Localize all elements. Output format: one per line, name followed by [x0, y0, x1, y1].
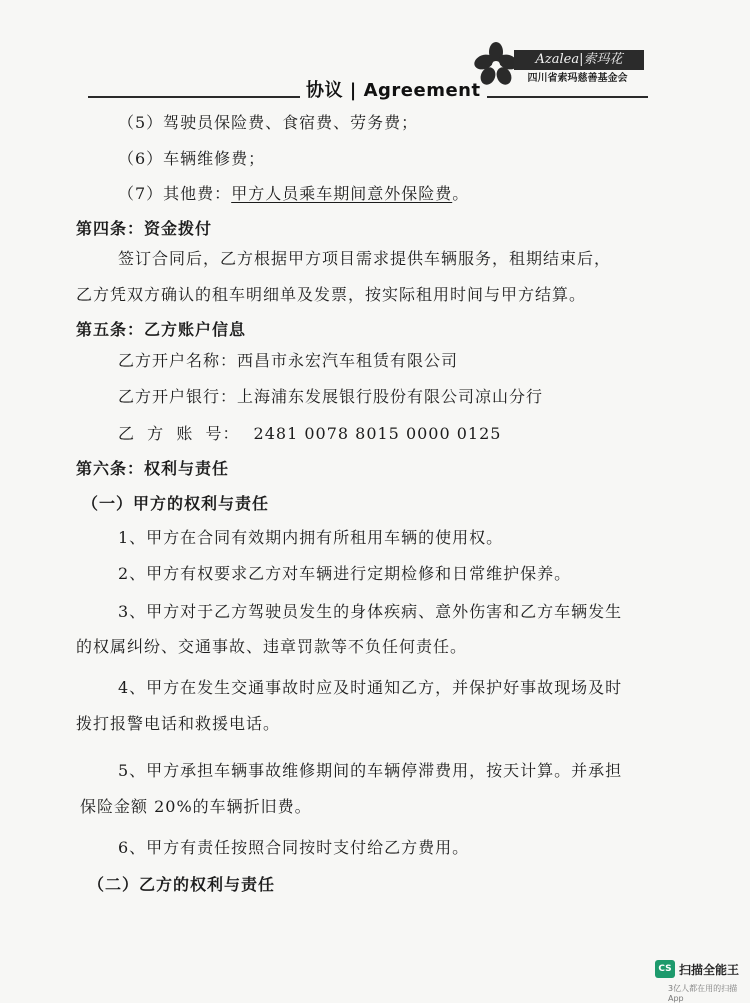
- logo-org-name: 四川省索玛慈善基金会: [527, 73, 628, 84]
- party-a-item-6: 6、甲方有责任按照合同按时支付给乙方费用。: [118, 838, 470, 857]
- fee-item-7-suffix: 。: [452, 184, 470, 203]
- party-a-item-2: 2、甲方有权要求乙方对车辆进行定期检修和日常维护保养。: [118, 564, 572, 583]
- account-name: 乙方开户名称：西昌市永宏汽车租赁有限公司: [118, 351, 459, 370]
- party-a-item-1: 1、甲方在合同有效期内拥有所租用车辆的使用权。: [118, 528, 504, 547]
- article-6-title: 第六条：权利与责任: [76, 459, 230, 478]
- fee-item-7: [118, 183, 469, 205]
- article-4-para-1: 签订合同后，乙方根据甲方项目需求提供车辆服务，租期结束后，: [118, 249, 612, 268]
- fee-item-7-prefix: （7）其他费：: [118, 184, 232, 203]
- party-a-item-5b: 保险金额 20%的车辆折旧费。: [80, 797, 312, 816]
- camscanner-icon: CS: [655, 960, 675, 978]
- article-4-para-2: 乙方凭双方确认的租车明细单及发票，按实际租用时间与甲方结算。: [76, 285, 587, 304]
- fee-item-5: （5）驾驶员保险费、食宿费、劳务费；: [118, 113, 419, 132]
- party-a-item-5a: 5、甲方承担车辆事故维修期间的车辆停滞费用，按天计算。并承担: [118, 761, 623, 780]
- logo-brand: Azalea|索玛花: [514, 50, 644, 70]
- watermark-text: 扫描全能王: [679, 962, 740, 977]
- account-bank: 乙方开户银行：上海浦东发展银行股份有限公司凉山分行: [118, 387, 544, 406]
- fee-item-7-detail: 甲方人员乘车期间意外保险费: [231, 184, 453, 203]
- watermark-subtext: 3亿人都在用的扫描App: [668, 984, 738, 1003]
- party-a-item-3a: 3、甲方对于乙方驾驶员发生的身体疾病、意外伤害和乙方车辆发生: [118, 602, 623, 621]
- account-number-row: [118, 423, 501, 445]
- party-a-item-4a: 4、甲方在发生交通事故时应及时通知乙方，并保护好事故现场及时: [118, 678, 623, 697]
- section-2-title: （二）乙方的权利与责任: [88, 875, 276, 894]
- section-1-title: （一）甲方的权利与责任: [82, 494, 270, 513]
- party-a-item-4b: 拨打报警电话和救援电话。: [76, 714, 281, 733]
- article-5-title: 第五条：乙方账户信息: [76, 320, 247, 339]
- scanner-watermark: [655, 958, 739, 980]
- page-title: 协议 | Agreement: [300, 76, 487, 100]
- account-number-label: 乙 方 账 号：: [118, 424, 240, 443]
- fee-item-6: （6）车辆维修费；: [118, 149, 266, 168]
- foundation-logo: [470, 40, 645, 90]
- account-number: 2481 0078 8015 0000 0125: [253, 424, 502, 443]
- party-a-item-3b: 的权属纠纷、交通事故、违章罚款等不负任何责任。: [76, 637, 468, 656]
- article-4-title: 第四条：资金拨付: [76, 219, 213, 238]
